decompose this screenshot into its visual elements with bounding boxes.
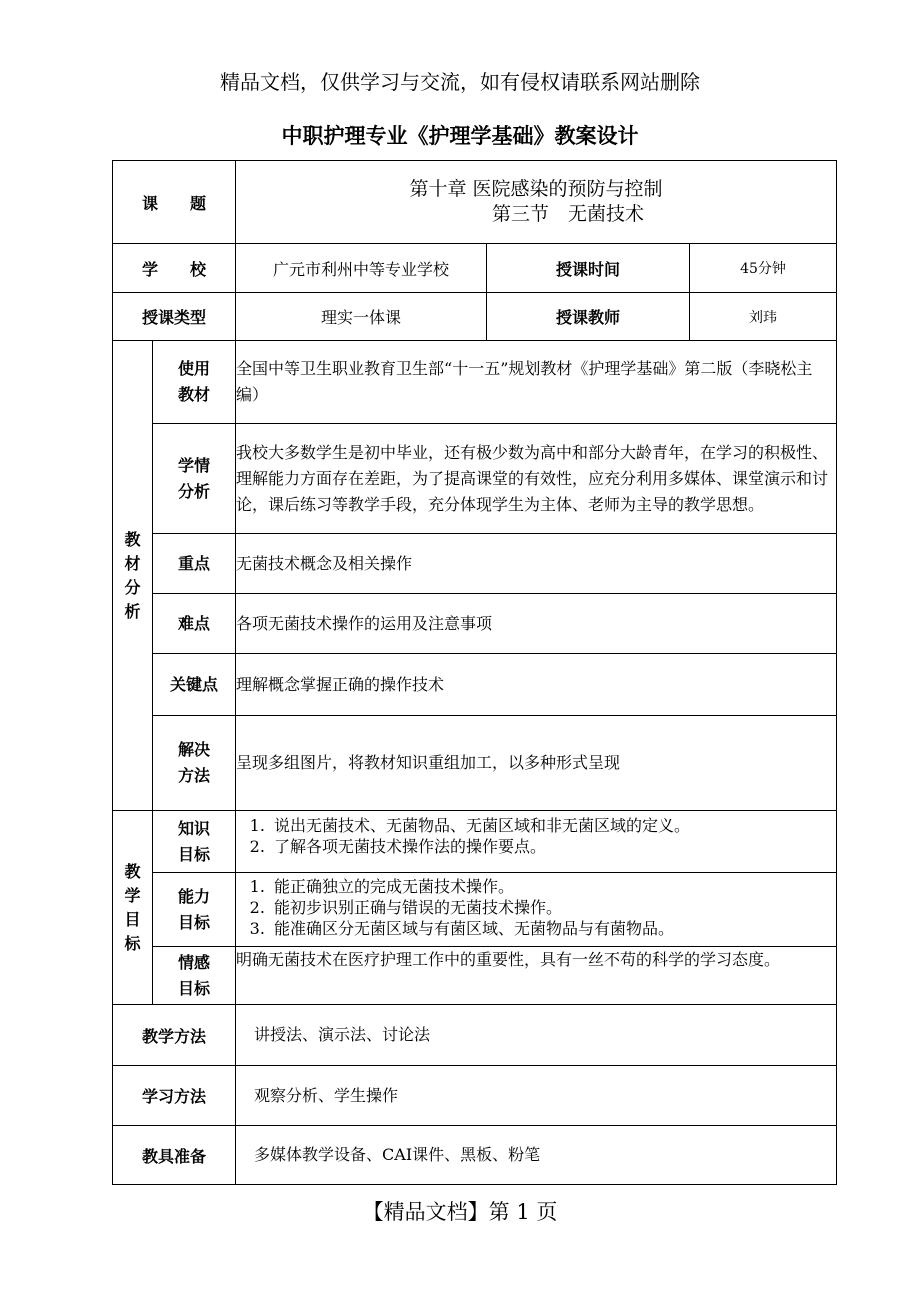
textbook-label: 使用 教材: [153, 341, 236, 424]
analysis-row-textbook: [113, 341, 837, 424]
equipment-value: 多媒体教学设备、CAI课件、黑板、粉笔: [236, 1126, 837, 1185]
lesson-plan-table: [112, 160, 837, 1185]
watermark-header: 精品文档，仅供学习与交流，如有侵权请联系网站删除: [220, 70, 700, 94]
teacher-value: 刘玮: [690, 293, 837, 341]
equipment-row: [113, 1126, 837, 1185]
time-value: 45分钟: [690, 244, 837, 293]
learning-method-label: 学习方法: [113, 1066, 236, 1126]
teaching-method-value: 讲授法、演示法、讨论法: [236, 1005, 837, 1066]
difficulty-value: 各项无菌技术操作的运用及注意事项: [236, 594, 837, 654]
list-item: 2. 了解各项无菌技术操作法的操作要点。: [270, 836, 836, 857]
ability-objective-label: 能力 目标: [153, 873, 236, 947]
school-value: 广元市利州中等专业学校: [236, 244, 487, 293]
textbook-value: 全国中等卫生职业教育卫生部“十一五”规划教材《护理学基础》第二版（李晓松主编）: [236, 341, 837, 424]
ability-objective-value: [236, 873, 837, 947]
page-footer: 【精品文档】第 1 页: [362, 1200, 558, 1224]
knowledge-objective-label: 知识 目标: [153, 811, 236, 873]
crux-label: 关键点: [153, 654, 236, 716]
school-row: [113, 244, 837, 293]
ability-objective-list: [236, 876, 836, 939]
lesson-value: [236, 161, 837, 244]
school-label: 学 校: [113, 244, 236, 293]
list-item: 1. 说出无菌技术、无菌物品、无菌区域和非无菌区域的定义。: [270, 815, 836, 836]
solution-label: 解决 方法: [153, 716, 236, 811]
list-item: 3. 能准确区分无菌区域与有菌区域、无菌物品与有菌物品。: [270, 918, 836, 939]
objective-row-knowledge: [113, 811, 837, 873]
equipment-label: 教具准备: [113, 1126, 236, 1185]
list-item: 2. 能初步识别正确与错误的无菌技术操作。: [270, 897, 836, 918]
teaching-method-row: [113, 1005, 837, 1066]
analysis-row-crux: [113, 654, 837, 716]
solution-value: 呈现多组图片，将教材知识重组加工，以多种形式呈现: [236, 716, 837, 811]
learning-method-value: 观察分析、学生操作: [236, 1066, 837, 1126]
emotion-objective-value: 明确无菌技术在医疗护理工作中的重要性，具有一丝不苟的科学的学习态度。: [236, 947, 837, 1005]
learner-analysis-label: 学情 分析: [153, 424, 236, 534]
key-point-label: 重点: [153, 534, 236, 594]
course-type-value: 理实一体课: [236, 293, 487, 341]
crux-value: 理解概念掌握正确的操作技术: [236, 654, 837, 716]
objective-row-emotion: [113, 947, 837, 1005]
chapter-title: 第十章 医院感染的预防与控制: [409, 178, 663, 200]
course-type-label: 授课类型: [113, 293, 236, 341]
knowledge-objective-list: [236, 815, 836, 857]
objective-row-ability: [113, 873, 837, 947]
teacher-label: 授课教师: [487, 293, 690, 341]
difficulty-label: 难点: [153, 594, 236, 654]
knowledge-objective-value: [236, 811, 837, 873]
analysis-group-label: 教 材 分 析: [113, 341, 153, 811]
time-label: 授课时间: [487, 244, 690, 293]
analysis-row-key-point: [113, 534, 837, 594]
lesson-label: 课 题: [113, 161, 236, 244]
learner-analysis-value: 我校大多数学生是初中毕业，还有极少数为高中和部分大龄青年，在学习的积极性、理解能力方面存在差距，为了提高课堂的有效性，应充分利用多媒体、课堂演示和讨论，课后练习等教学手段，充分体现学生为主体、老师为主导的教学思想。: [236, 424, 837, 534]
section-title: 第三节 无菌技术: [492, 203, 645, 225]
objectives-group-label: 教 学 目 标: [113, 811, 153, 1005]
emotion-objective-label: 情感 目标: [153, 947, 236, 1005]
learning-method-row: [113, 1066, 837, 1126]
key-point-value: 无菌技术概念及相关操作: [236, 534, 837, 594]
analysis-row-learner: [113, 424, 837, 534]
lesson-row: [113, 161, 837, 244]
page-title: 中职护理专业《护理学基础》教案设计: [281, 123, 639, 148]
course-type-row: [113, 293, 837, 341]
list-item: 1. 能正确独立的完成无菌技术操作。: [270, 876, 836, 897]
analysis-row-solution: [113, 716, 837, 811]
analysis-row-difficulty: [113, 594, 837, 654]
teaching-method-label: 教学方法: [113, 1005, 236, 1066]
